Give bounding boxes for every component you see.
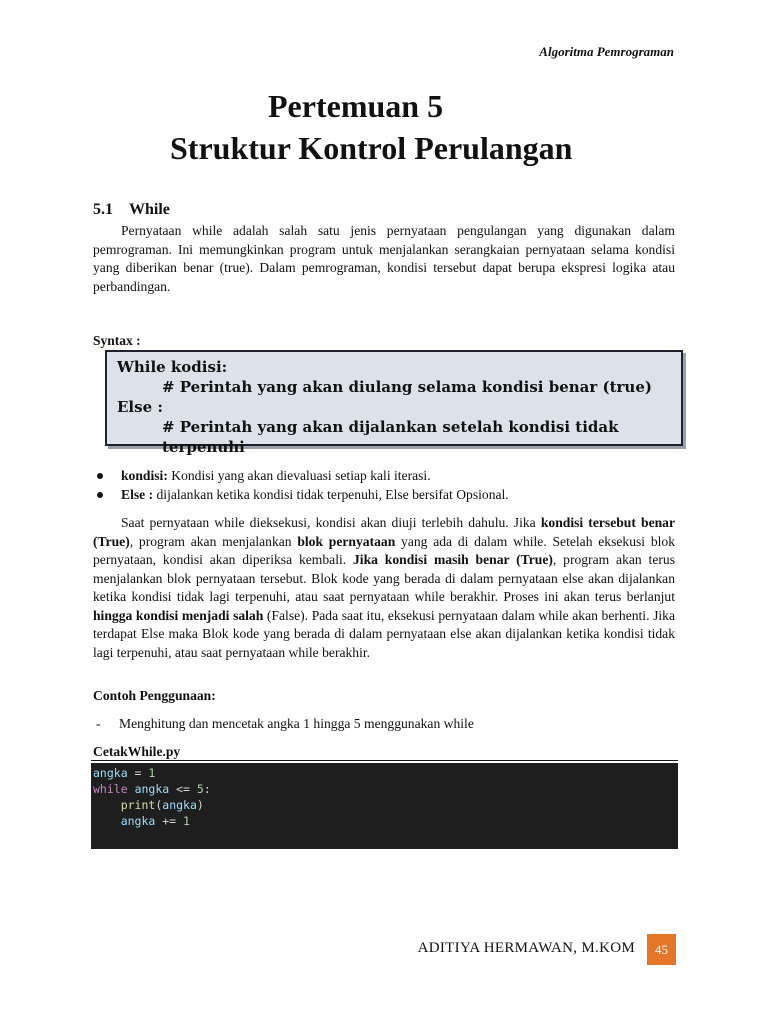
bullet-dot-icon [97, 492, 103, 498]
code-token [128, 782, 135, 796]
code-filename: CetakWhile.py [93, 744, 181, 759]
code-token: = [127, 766, 149, 780]
example-label: Contoh Penggunaan: [93, 688, 216, 703]
syntax-box [105, 350, 683, 456]
code-token: ) [196, 798, 204, 812]
example-item [93, 716, 474, 732]
syntax-line-else-body: # Perintah yang akan dijalankan setelah kondisi tidak terpenuhi [162, 418, 619, 456]
page-number-badge: 45 [647, 934, 676, 965]
bold-run: blok pernyataan [297, 533, 396, 549]
footer-author: ADITIYA HERMAWAN, M.KOM [417, 940, 635, 956]
running-header: Algoritma Pemrograman [539, 44, 674, 59]
bullet-term: Else : [121, 487, 154, 502]
example-item-text: Menghitung dan mencetak angka 1 hingga 5 menggunakan while [119, 716, 474, 731]
intro-paragraph: Pernyataan while adalah salah satu jenis pernyataan pengulangan yang digunakan dalam pemrograman. Ini memungkinkan program untuk menjalankan serangkaian pernyataan selama kondisi yang diberikan benar (true). Dalam pemrograman, kondisi tersebut dapat berupa ekspresi logika atau perbandingan. [93, 223, 675, 294]
syntax-line-while-body: # Perintah yang akan diulang selama kondisi benar (true) [162, 378, 652, 396]
code-token: while [93, 782, 128, 796]
dash-marker: - [96, 716, 101, 731]
code-token: ( [155, 798, 163, 812]
code-line [93, 781, 676, 797]
explanation-paragraph [93, 514, 675, 662]
bold-run: Jika kondisi masih benar (True) [353, 552, 553, 567]
bullet-dot-icon [97, 473, 103, 479]
code-line [93, 813, 676, 829]
code-token: angka [93, 766, 128, 780]
code-token: : [203, 782, 211, 796]
text-run: (False). Pada saat itu, eksekusi pernyataan dalam while akan berhenti. Jika terdapat Else maka Blok kode yang berada di dalam pernyataan else akan dijalankan ketika kondisi tidak lagi terpenuhi, atau saat pernyataan while berakhir. [93, 607, 676, 660]
syntax-line-else: Else : [117, 398, 163, 416]
bullet-text: dijalankan ketika kondisi tidak terpenuhi, Else bersifat Opsional. [153, 487, 509, 502]
text-run: , program akan terus menjalankan blok pernyataan tersebut. Blok kode yang berada di dalam pernyataan else akan dijalankan ketika kondisi tidak lagi terpenuhi, atau saat pernyataan while berakhir. Proses ini akan terus berlanjut [93, 552, 675, 604]
code-token: angka [134, 782, 170, 796]
code-block [91, 763, 678, 849]
section-title: While [129, 201, 170, 218]
bold-run: kondisi tersebut benar (True) [93, 515, 675, 549]
syntax-line-while: While kodisi: [117, 358, 228, 376]
code-token: angka [162, 798, 197, 812]
bullet-term: kondisi: [121, 468, 168, 483]
code-token: angka [120, 814, 156, 828]
list-item [93, 466, 675, 485]
code-line [93, 797, 676, 813]
code-token: 1 [183, 814, 190, 828]
text-run: , program akan menjalankan [129, 533, 298, 549]
bullet-list [93, 466, 675, 504]
bold-run: hingga kondisi menjadi salah [93, 607, 264, 623]
code-token [93, 814, 121, 828]
section-heading [93, 201, 170, 219]
text-run: Saat pernyataan while dieksekusi, kondisi akan diuji terlebih dahulu. Jika [121, 515, 541, 530]
chapter-title-line-2: Struktur Kontrol Perulangan [170, 130, 573, 166]
chapter-title-line-1: Pertemuan 5 [268, 88, 444, 124]
code-top-rule [91, 760, 678, 761]
bullet-text: Kondisi yang akan dievaluasi setiap kali iterasi. [167, 468, 431, 483]
code-token: 5 [196, 782, 204, 796]
code-line [93, 765, 676, 781]
list-item [93, 485, 675, 504]
code-token: print [120, 798, 156, 812]
text-run: yang ada di dalam while. Setelah eksekusi blok pernyataan, kondisi akan diperiksa kembali. [93, 533, 675, 567]
section-number: 5.1 [93, 201, 113, 218]
code-token: <= [169, 782, 197, 796]
code-token [93, 798, 121, 812]
syntax-label: Syntax : [93, 333, 141, 348]
code-token: += [155, 814, 184, 828]
code-token: 1 [148, 766, 156, 780]
